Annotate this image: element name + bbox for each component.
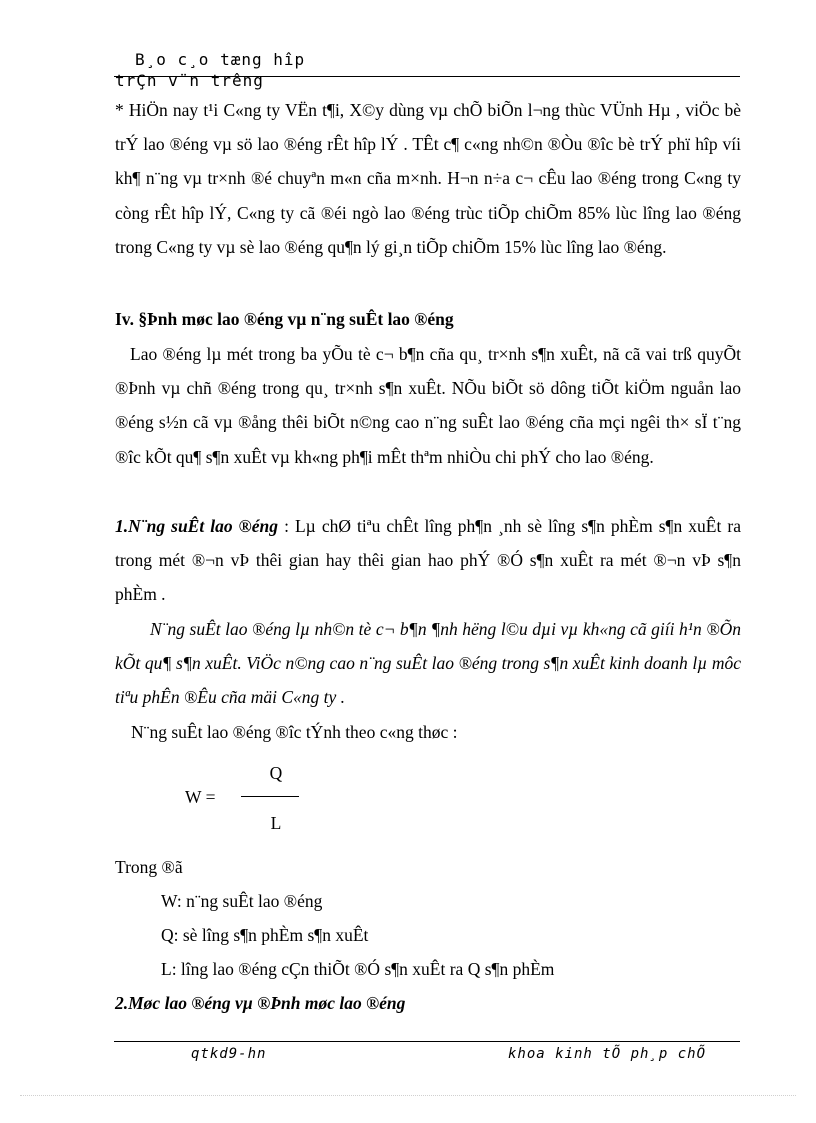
footer-faculty: khoa kinh tÕ ph¸p chÕ (508, 1046, 707, 1062)
footer-rule (114, 1041, 740, 1042)
paragraph-labor-allocation: * HiÖn nay t¹i C«ng ty VËn t¶i, X©y dùng vµ chÕ biÕn l¬ng thùc VÜnh Hµ , viÖc bè trÝ lao ®éng vµ sö lao ®éng rÊt hîp lÝ . TÊt c¶ c«ng nh©n ®Òu ®îc bè trÝ phï hîp víi kh¶ n¨ng vµ tr×nh ®é chuyªn m«n cña m×nh. H¬n n÷a c¬ cÊu lao ®éng trong C«ng ty còng rÊt hîp lÝ, C«ng ty cã ®éi ngò lao ®éng trùc tiÕp chiÕm 85% lùc lîng lao ®éng trong C«ng ty vµ sè lao ®éng qu¶n lý gi¸n tiÕp chiÕm 15% lùc lîng lao ®éng. (115, 100, 741, 257)
header-author: trÇn v¨n trêng (115, 71, 264, 90)
definition-l: L: lîng lao ®éng cÇn thiÕt ®Ó s¶n xuÊt ra Q s¶n phÈm (161, 959, 555, 979)
paragraph-productivity-importance: N¨ng suÊt lao ®éng lµ nh©n tè c¬ b¶n ¶nh hëng l©u dµi vµ kh«ng cã giíi h¹n ®Õn kÕt qu¶ s¶n xuÊt. ViÖc n©ng cao n¨ng suÊt lao ®éng trong s¶n xuÊt kinh doanh lµ môc tiªu phÊn ®Êu cña mäi C«ng ty . (115, 619, 741, 708)
formula-lhs: W = (185, 787, 216, 807)
formula-intro: N¨ng suÊt lao ®éng ®îc tÝnh theo c«ng thøc : (131, 722, 458, 742)
subheading-productivity: 1.N¨ng suÊt lao ®éng (115, 516, 279, 536)
page-bottom-edge (20, 1095, 796, 1096)
paragraph-productivity-definition (115, 509, 741, 612)
subheading-labor-norms: 2.Møc lao ®éng vµ ®Þnh møc lao ®éng (115, 993, 406, 1013)
where-label: Trong ®ã (115, 857, 183, 877)
header-title: B¸o c¸o tæng hîp (135, 50, 306, 69)
formula-denominator: L (270, 813, 282, 833)
productivity-formula (185, 760, 385, 850)
productivity-definition-text: : Lµ chØ tiªu chÊt lîng ph¶n ¸nh sè lîng s¶n phÈm s¶n xuÊt ra trong mét ®¬n vÞ thêi gian hay thêi gian hao phÝ ®Ó s¶n xuÊt ra mét ®¬n vÞ s¶n phÈm . (115, 516, 741, 605)
fraction-bar (241, 796, 299, 797)
section-heading-iv: Iv. §Þnh møc lao ®éng vµ n¨ng suÊt lao ®éng (115, 309, 454, 329)
footer-class-code: qtkd9-hn (191, 1046, 267, 1062)
definition-w: W: n¨ng suÊt lao ®éng (161, 891, 323, 911)
definition-q: Q: sè lîng s¶n phÈm s¶n xuÊt (161, 925, 369, 945)
formula-numerator: Q (269, 763, 283, 783)
paragraph-labor-role: Lao ®éng lµ mét trong ba yÕu tè c¬ b¶n cña qu¸ tr×nh s¶n xuÊt, nã cã vai trß quyÕt ®Þnh vµ chñ ®éng trong qu¸ tr×nh s¶n xuÊt. NÕu biÕt sö dông tiÕt kiÖm nguån lao ®éng s½n cã vµ ®ång thêi biÕt n©ng cao n¨ng suÊt lao ®éng cña mçi ngêi th× sÏ t¨ng ®îc kÕt qu¶ s¶n xuÊt vµ kh«ng ph¶i mÊt thªm nhiÒu chi phÝ cho lao ®éng. (115, 344, 741, 467)
